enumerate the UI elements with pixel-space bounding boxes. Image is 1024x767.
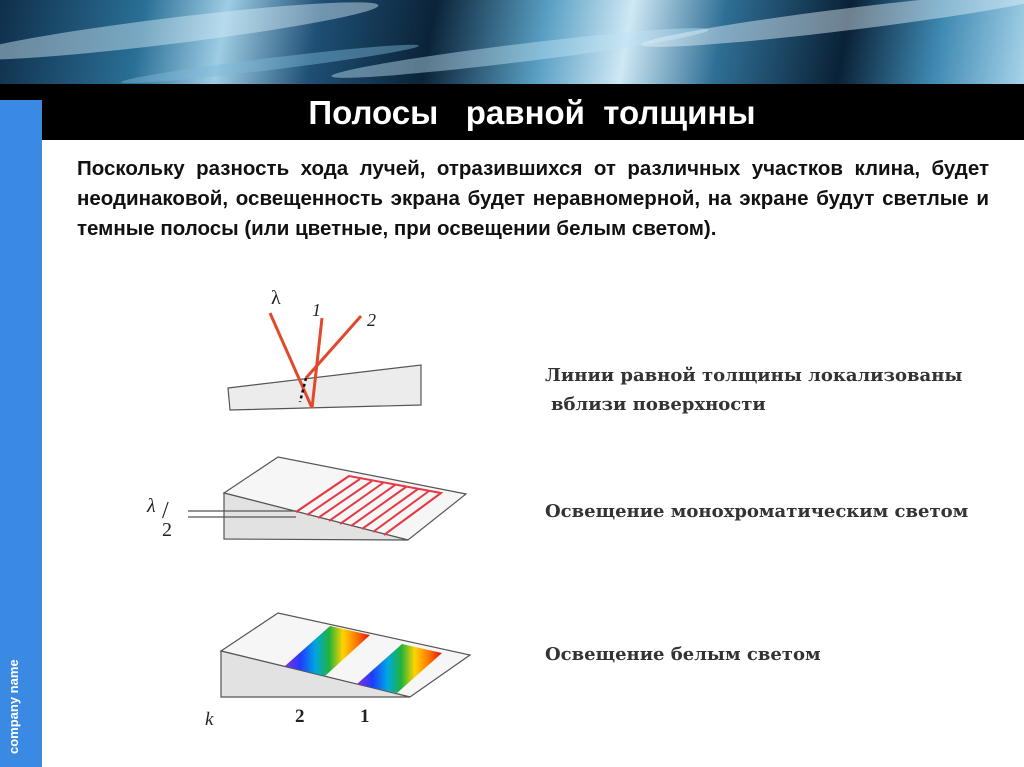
half-lambda-slash: / — [162, 498, 169, 524]
label-band-2: 2 — [295, 706, 305, 727]
wedge-figure-monochromatic — [146, 457, 466, 541]
caption-monochromatic: Освещение монохроматическим светом — [545, 501, 969, 522]
body-paragraph: Поскольку разность хода лучей, отразившихся от различных участков клина, будет неодинаковой, освещенность экрана будет неравномерной, на экране будут светлые и темные полосы (или цветные, при освещении белым светом). — [77, 157, 989, 240]
caption-localized-line2: вблизи поверхности — [551, 394, 766, 415]
caption-white-light: Освещение белым светом — [545, 644, 821, 665]
slide-title: Полосы равной толщины — [308, 94, 756, 131]
label-band-1: 1 — [360, 706, 370, 727]
half-lambda-numerator: λ — [147, 495, 156, 517]
half-lambda-denominator: 2 — [162, 519, 172, 541]
reflected-ray-2 — [306, 316, 361, 378]
ray-label-1: 1 — [312, 300, 321, 320]
wedge-cross-section — [228, 365, 421, 410]
wedge-figure-white-light — [205, 613, 470, 730]
wedge-figure-rays — [228, 287, 421, 410]
ray-label-2: 2 — [367, 310, 376, 330]
caption-localized-line1: Линии равной толщины локализованы — [545, 365, 963, 386]
label-k: k — [205, 709, 214, 730]
lambda-label: λ — [271, 287, 281, 309]
company-name: company name — [6, 659, 21, 754]
